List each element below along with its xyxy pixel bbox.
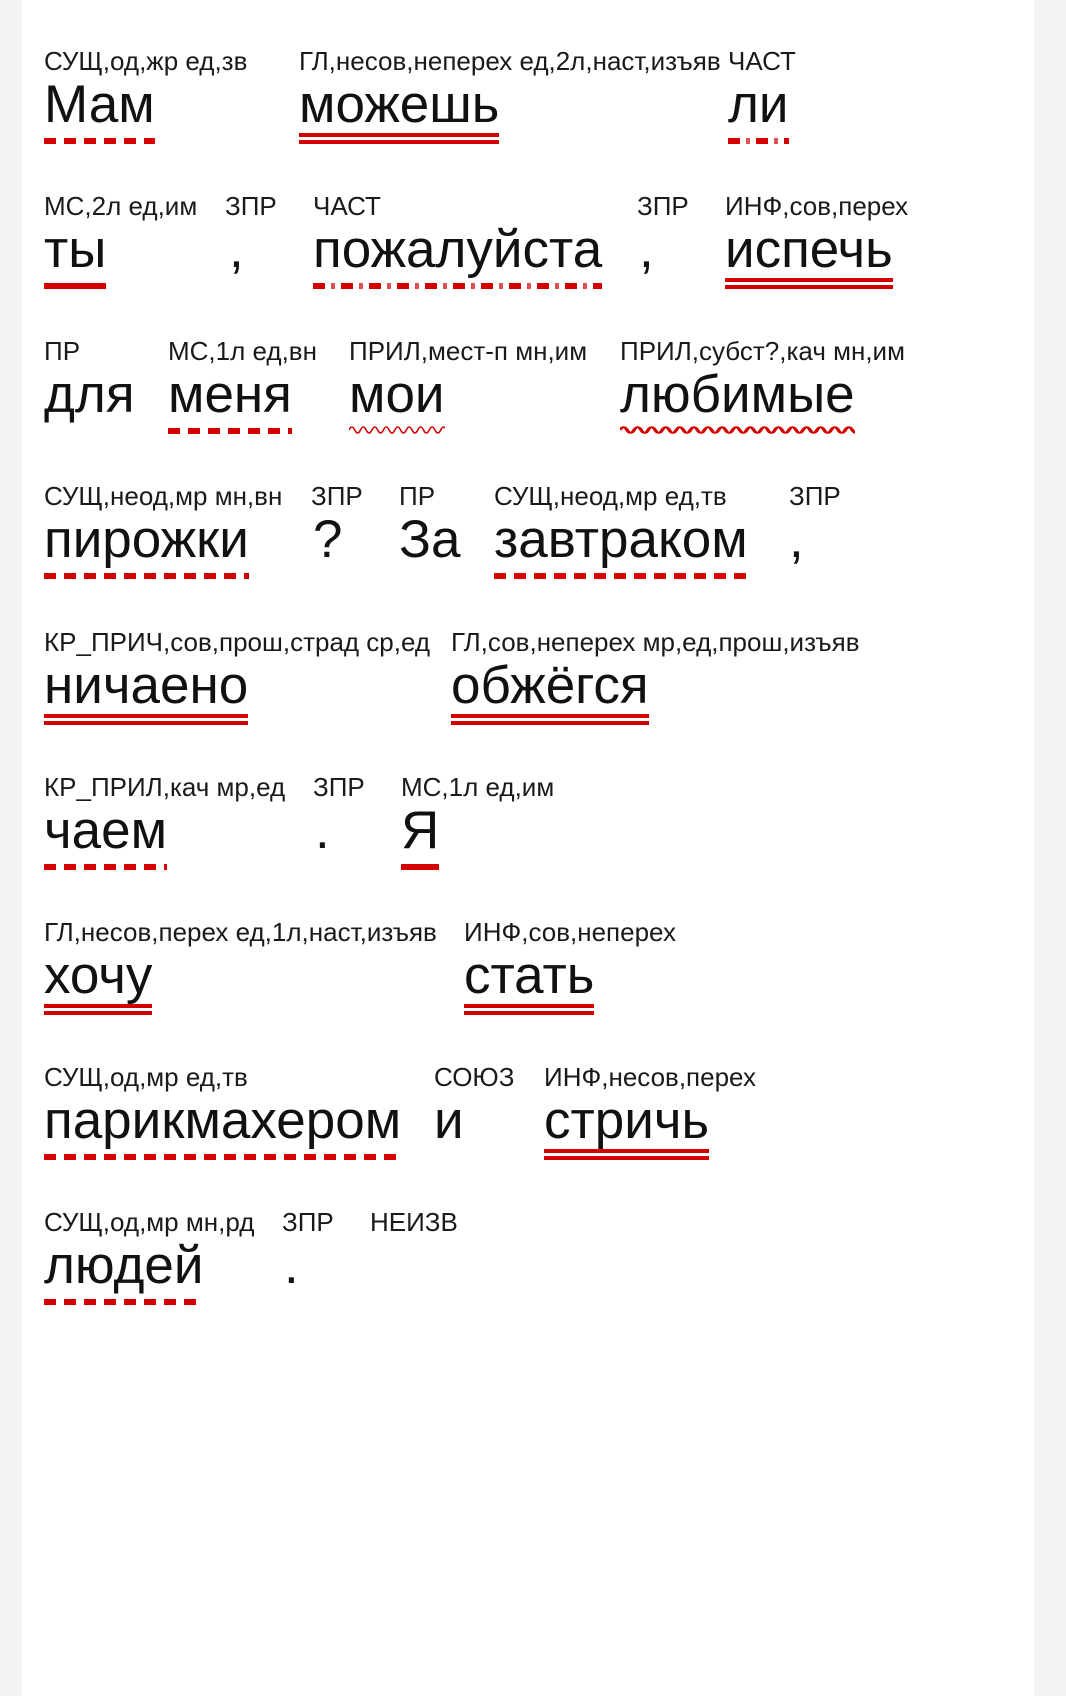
- grammar-tag: СУЩ,од,жр ед,зв: [44, 46, 248, 76]
- underline-dashed: [44, 864, 167, 870]
- grammar-tag: СУЩ,неод,мр мн,вн: [44, 481, 283, 511]
- underline-dashed: [44, 1154, 401, 1160]
- word: меня: [168, 366, 292, 434]
- grammar-tag: ПРИЛ,мест-п мн,им: [349, 336, 588, 366]
- word: ,: [789, 510, 804, 569]
- word: За: [399, 510, 461, 569]
- word: ничаено: [44, 657, 248, 725]
- word: испечь: [725, 221, 893, 289]
- underline-double: [451, 714, 649, 725]
- grammar-tag: ГЛ,несов,перех ед,1л,наст,изъяв: [44, 917, 437, 947]
- word: Я: [401, 802, 439, 870]
- word: ты: [44, 221, 106, 289]
- underline-solid: [401, 864, 439, 870]
- grammar-tag: ГЛ,сов,неперех мр,ед,прош,изъяв: [451, 627, 860, 657]
- grammar-tag: ПР: [399, 481, 436, 511]
- word: чаем: [44, 802, 167, 870]
- grammar-tag: КР_ПРИЛ,кач мр,ед: [44, 772, 286, 802]
- underline-dash-dot: [313, 283, 602, 289]
- word: обжёгся: [451, 657, 649, 725]
- word: ли: [728, 76, 789, 144]
- underline-dash-dot: [728, 138, 789, 144]
- word: пирожки: [44, 511, 249, 579]
- word: ?: [313, 510, 343, 569]
- underline-double: [464, 1004, 594, 1015]
- word: можешь: [299, 76, 499, 144]
- word: пожалуйста: [313, 221, 602, 289]
- underline-double: [299, 133, 499, 144]
- grammar-tag: СУЩ,неод,мр ед,тв: [494, 481, 727, 511]
- underline-dashed: [44, 1299, 204, 1305]
- word: ,: [229, 220, 244, 279]
- underline-dashed: [494, 573, 748, 579]
- word: парикмахером: [44, 1092, 401, 1160]
- underline-double: [544, 1149, 709, 1160]
- grammar-tag: ИНФ,сов,перех: [725, 191, 909, 221]
- grammar-tag: МС,1л ед,им: [401, 772, 555, 802]
- grammar-tag: ПР: [44, 336, 81, 366]
- grammar-tag: МС,1л ед,вн: [168, 336, 317, 366]
- grammar-tag: ЗПР: [637, 191, 689, 221]
- grammar-tag: ИНФ,сов,неперех: [464, 917, 676, 947]
- word: для: [44, 365, 135, 424]
- word: завтраком: [494, 511, 748, 579]
- grammar-tag: МС,2л ед,им: [44, 191, 198, 221]
- underline-double: [44, 714, 248, 725]
- word: ,: [639, 220, 654, 279]
- word: .: [284, 1236, 299, 1295]
- underline-dashed: [168, 428, 292, 434]
- grammar-tag: КР_ПРИЧ,сов,прош,страд ср,ед: [44, 627, 431, 657]
- word: стричь: [544, 1092, 709, 1160]
- grammar-tag: ЗПР: [789, 481, 841, 511]
- underline-double: [725, 278, 893, 289]
- grammar-tag: ЧАСТ: [313, 191, 381, 221]
- grammar-tag: ЗПР: [311, 481, 363, 511]
- word: хочу: [44, 947, 152, 1015]
- underline-wavy: [349, 424, 445, 436]
- grammar-tag: СОЮЗ: [434, 1062, 515, 1092]
- word: людей: [44, 1237, 204, 1305]
- word: мои: [349, 366, 445, 434]
- grammar-tag: ИНФ,несов,перех: [544, 1062, 756, 1092]
- word: и: [434, 1091, 464, 1150]
- underline-wavy: [620, 424, 855, 436]
- grammar-tag: ЧАСТ: [728, 46, 796, 76]
- grammar-tag: ЗПР: [282, 1207, 334, 1237]
- grammar-tag: ЗПР: [225, 191, 277, 221]
- sentence-analysis-sheet: [22, 0, 1034, 1696]
- word: .: [315, 801, 330, 860]
- underline-dashed: [44, 138, 155, 144]
- word: Мам: [44, 76, 155, 144]
- word: любимые: [620, 366, 855, 434]
- grammar-tag: ПРИЛ,субст?,кач мн,им: [620, 336, 905, 366]
- underline-dashed: [44, 573, 249, 579]
- word: стать: [464, 947, 594, 1015]
- underline-double: [44, 1004, 152, 1015]
- grammar-tag: СУЩ,од,мр мн,рд: [44, 1207, 255, 1237]
- underline-solid: [44, 283, 106, 289]
- grammar-tag: ЗПР: [313, 772, 365, 802]
- grammar-tag: НЕИЗВ: [370, 1207, 458, 1237]
- grammar-tag: ГЛ,несов,неперех ед,2л,наст,изъяв: [299, 46, 721, 76]
- grammar-tag: СУЩ,од,мр ед,тв: [44, 1062, 248, 1092]
